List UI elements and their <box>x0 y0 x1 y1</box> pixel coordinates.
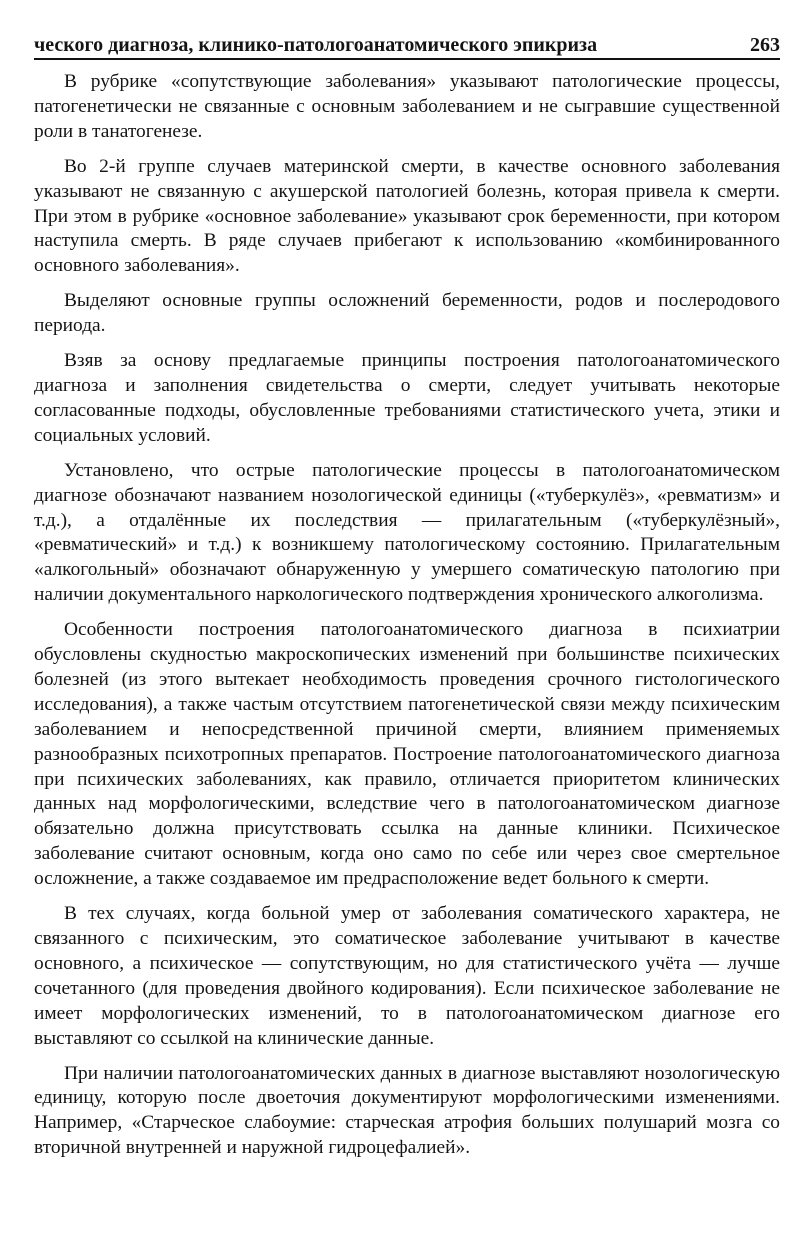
running-header <box>34 31 780 57</box>
paragraph: Взяв за основу предлагаемые принципы построения патологоанатомического диагноза и заполнения свидетельства о смерти, следует учитывать некоторые согласованные подходы, обусловленные требованиями статистического учета, этики и социальных условий. <box>34 350 780 446</box>
header-rule <box>34 58 780 60</box>
paragraph: Во 2-й группе случаев материнской смерти, в качестве основного заболевания указывают не связанную с акушерской патологией болезнь, которая привела к смерти. При этом в рубрике «основное заболевание» указывают срок беременности, при котором наступила смерть. В ряде случаев прибегают к использованию «комбинированного основного заболевания». <box>34 155 780 277</box>
paragraph: Установлено, что острые патологические процессы в патологоанатомическом диагнозе обозначают названием нозологической единицы («туберкулёз», «ревматизм» и т.д.), а отдалённые их последствия — прилагательным («туберкулёзный», «ревматический» и т.д.) к возникшему патологическому состоянию. Прилагательным «алкогольный» обозначают обнаруженную у умершего соматическую патологию при наличии документального наркологического подтверждения хронического алкоголизма. <box>34 459 780 606</box>
paragraph: При наличии патологоанатомических данных в диагнозе выставляют нозологическую единицу, которую после двоеточия документируют морфологическими изменениями. Например, «Старческое слабоумие: старческая атрофия больших полушарий мозга со вторичной внутренней и наружной гидроцефалией». <box>34 1062 780 1159</box>
paragraph: В тех случаях, когда больной умер от заболевания соматического характера, не связанного с психическим, это соматическое заболевание учитывают в качестве основного, а психическое — сопутствующим, но для статистического учёта — лучше сочетанного (для проведения двойного кодирования). Если психическое заболевание не имеет морфологических изменений, то в патологоанатомическом диагнозе его выставляют со ссылкой на клинические данные. <box>34 903 780 1049</box>
page-number: 263 <box>750 34 780 56</box>
body-text <box>34 70 780 1171</box>
running-title: ческого диагноза, клинико-патологоанатомического эпикриза <box>34 34 598 56</box>
paragraph: В рубрике «сопутствующие заболевания» указывают патологические процессы, патогенетически не связанные с основным заболеванием и не сыгравшие существенной роли в танатогенезе. <box>34 71 780 142</box>
paragraph: Выделяют основные группы осложнений беременности, родов и послеродового периода. <box>34 290 780 337</box>
paragraph: Особенности построения патологоанатомического диагноза в психиатрии обусловлены скудностью макроскопических изменений при большинстве психических болезней (из этого вытекает необходимость проведения срочного гистологического исследования), а также частым отсутствием патогенетической связи между психическим заболеванием и непосредственной причиной смерти, влиянием применяемых разнообразных психотропных препаратов. Построение патологоанатомического диагноза при психических заболеваниях, как правило, отличается приоритетом клинических данных над морфологическими, вследствие чего в патологоанатомическом диагнозе обязательно должна присутствовать ссылка на данные клиники. Психическое заболевание считают основным, когда оно само по себе или через свое смертельное осложнение, а также создаваемое им предрасположение ведет больного к смерти. <box>34 619 780 890</box>
